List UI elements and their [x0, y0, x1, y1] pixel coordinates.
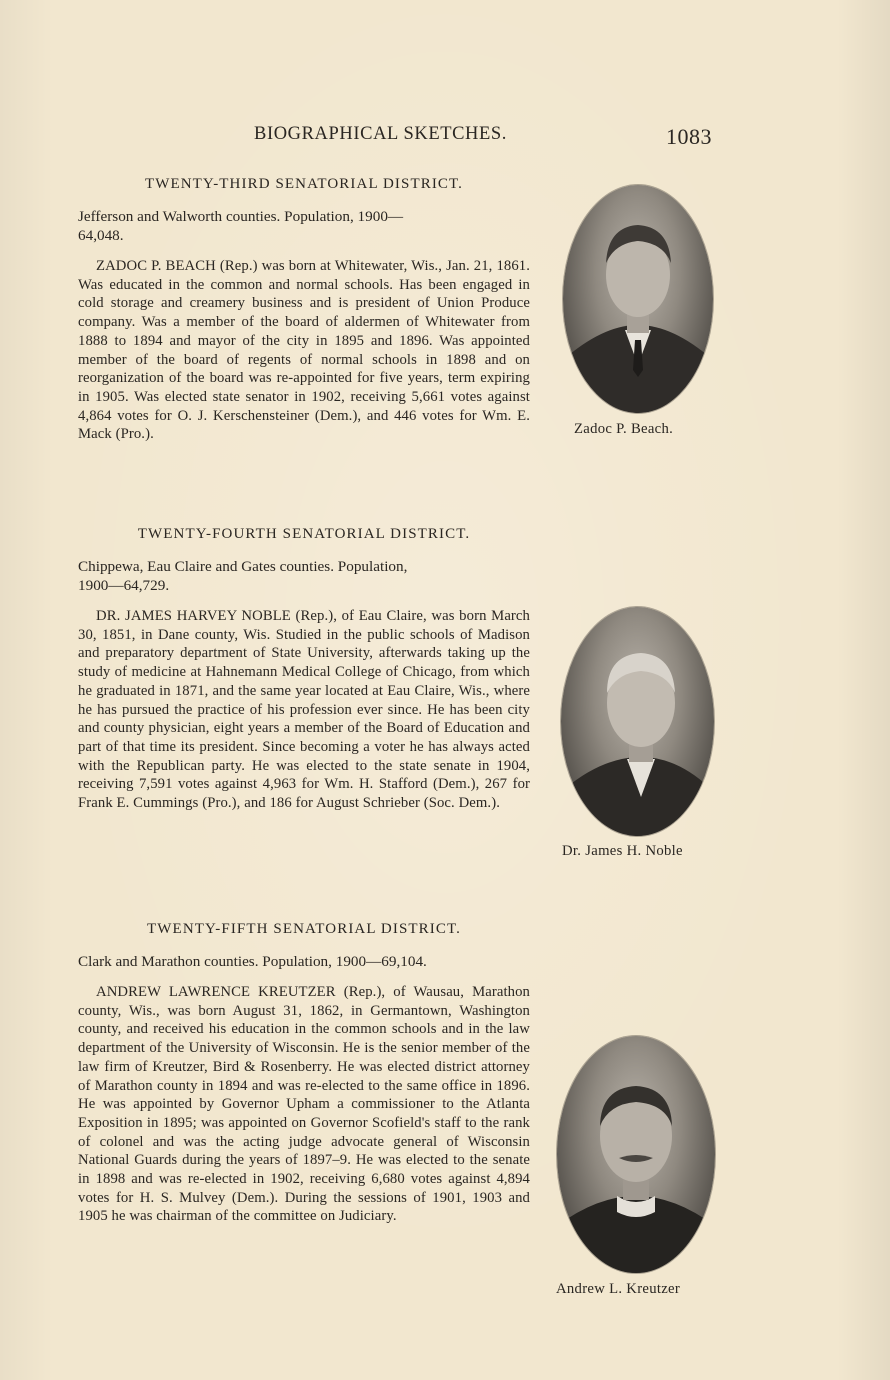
- portrait-photo: [561, 607, 714, 836]
- district-heading: TWENTY-FIFTH SENATORIAL DISTRICT.: [147, 921, 461, 937]
- biography-text: ZADOC P. BEACH (Rep.) was born at Whitewater, Wis., Jan. 21, 1861. Was educated in the common and normal schools. Has been engaged in cold storage and creamery business and is president of Union Produce company. Was a member of the board of aldermen of Whitewater from 1888 to 1894 and mayor of the city in 1895 and 1896. Was appointed member of the board of regents of normal schools in 1898 and on reorganization of the board was re-appointed for five years, term expiring in 1905. Was elected state senator in 1902, receiving 5,661 votes against 4,864 votes for O. J. Kerschensteiner (Dem.), and 446 votes for Wm. E. Mack (Pro.).: [78, 258, 530, 443]
- counties-population: [78, 557, 530, 595]
- portrait-caption: Andrew L. Kreutzer: [556, 1281, 681, 1297]
- portrait-figure: [563, 185, 713, 413]
- counties-line-continued: 64,048.: [78, 227, 124, 244]
- biography-text: DR. JAMES HARVEY NOBLE (Rep.), of Eau Claire, was born March 30, 1851, in Dane county, Wis. Studied in the public schools of Madison and preparatory department of State University, afterwards taking up the study of medicine at Hahnemann Medical College of Chicago, from which he graduated in 1871, and the same year located at Eau Claire, Wis., where he has pursued the practice of his profession ever since. He has been city and county physician, eight years a member of the Board of Education and part of that time its president. Since becoming a voter he has always acted with the Republican party. He was elected to the state senate in 1904, receiving 7,591 votes against 4,963 for Wm. H. Stafford (Dem.), 267 for Frank E. Cummings (Pro.), and 186 for August Schrieber (Soc. Dem.).: [78, 608, 530, 812]
- district-section: [78, 921, 530, 1226]
- biography-text: ANDREW LAWRENCE KREUTZER (Rep.), of Wausau, Marathon county, Wis., was born August 31, 1862, in Germantown, Washington county, and received his education in the common schools and in the law department of the University of Wisconsin. He is the senior member of the law firm of Kreutzer, Bird & Rosenberry. He was elected district attorney of Marathon county in 1894 and was re-elected to the same office in 1896. He was appointed by Governor Upham a commissioner to the Atlanta Exposition in 1895; was appointed on Governor Scofield's staff to the rank of colonel and was the acting judge advocate general of Wisconsin National Guards during the years of 1897–9. He was elected to the senate in 1898 and was re-elected in 1902, receiving 6,680 votes against 4,894 votes for H. S. Mulvey (Dem.). During the sessions of 1901, 1903 and 1905 he was chairman of the committee on Judiciary.: [78, 984, 530, 1225]
- counties-line-continued: 1900—64,729.: [78, 577, 170, 594]
- portrait-caption: Dr. James H. Noble: [562, 843, 683, 859]
- portrait-photo: [563, 185, 713, 413]
- counties-population: [78, 952, 530, 971]
- running-head: BIOGRAPHICAL SKETCHES.: [254, 124, 508, 144]
- district-section: [78, 176, 530, 444]
- counties-line: Clark and Marathon counties. Population, 1900—69,104.: [78, 953, 427, 970]
- portrait-photo: [557, 1036, 715, 1273]
- portrait-figure: [561, 607, 714, 836]
- counties-line: Jefferson and Walworth counties. Population, 1900—: [78, 208, 404, 225]
- portrait-figure: [557, 1036, 715, 1273]
- portrait-caption: Zadoc P. Beach.: [574, 421, 674, 437]
- page-number: 1083: [666, 124, 712, 149]
- counties-line: Chippewa, Eau Claire and Gates counties. Population,: [78, 558, 408, 575]
- counties-population: [78, 207, 530, 245]
- district-heading: TWENTY-THIRD SENATORIAL DISTRICT.: [144, 176, 464, 192]
- district-section: [78, 526, 530, 813]
- district-heading: TWENTY-FOURTH SENATORIAL DISTRICT.: [137, 526, 471, 542]
